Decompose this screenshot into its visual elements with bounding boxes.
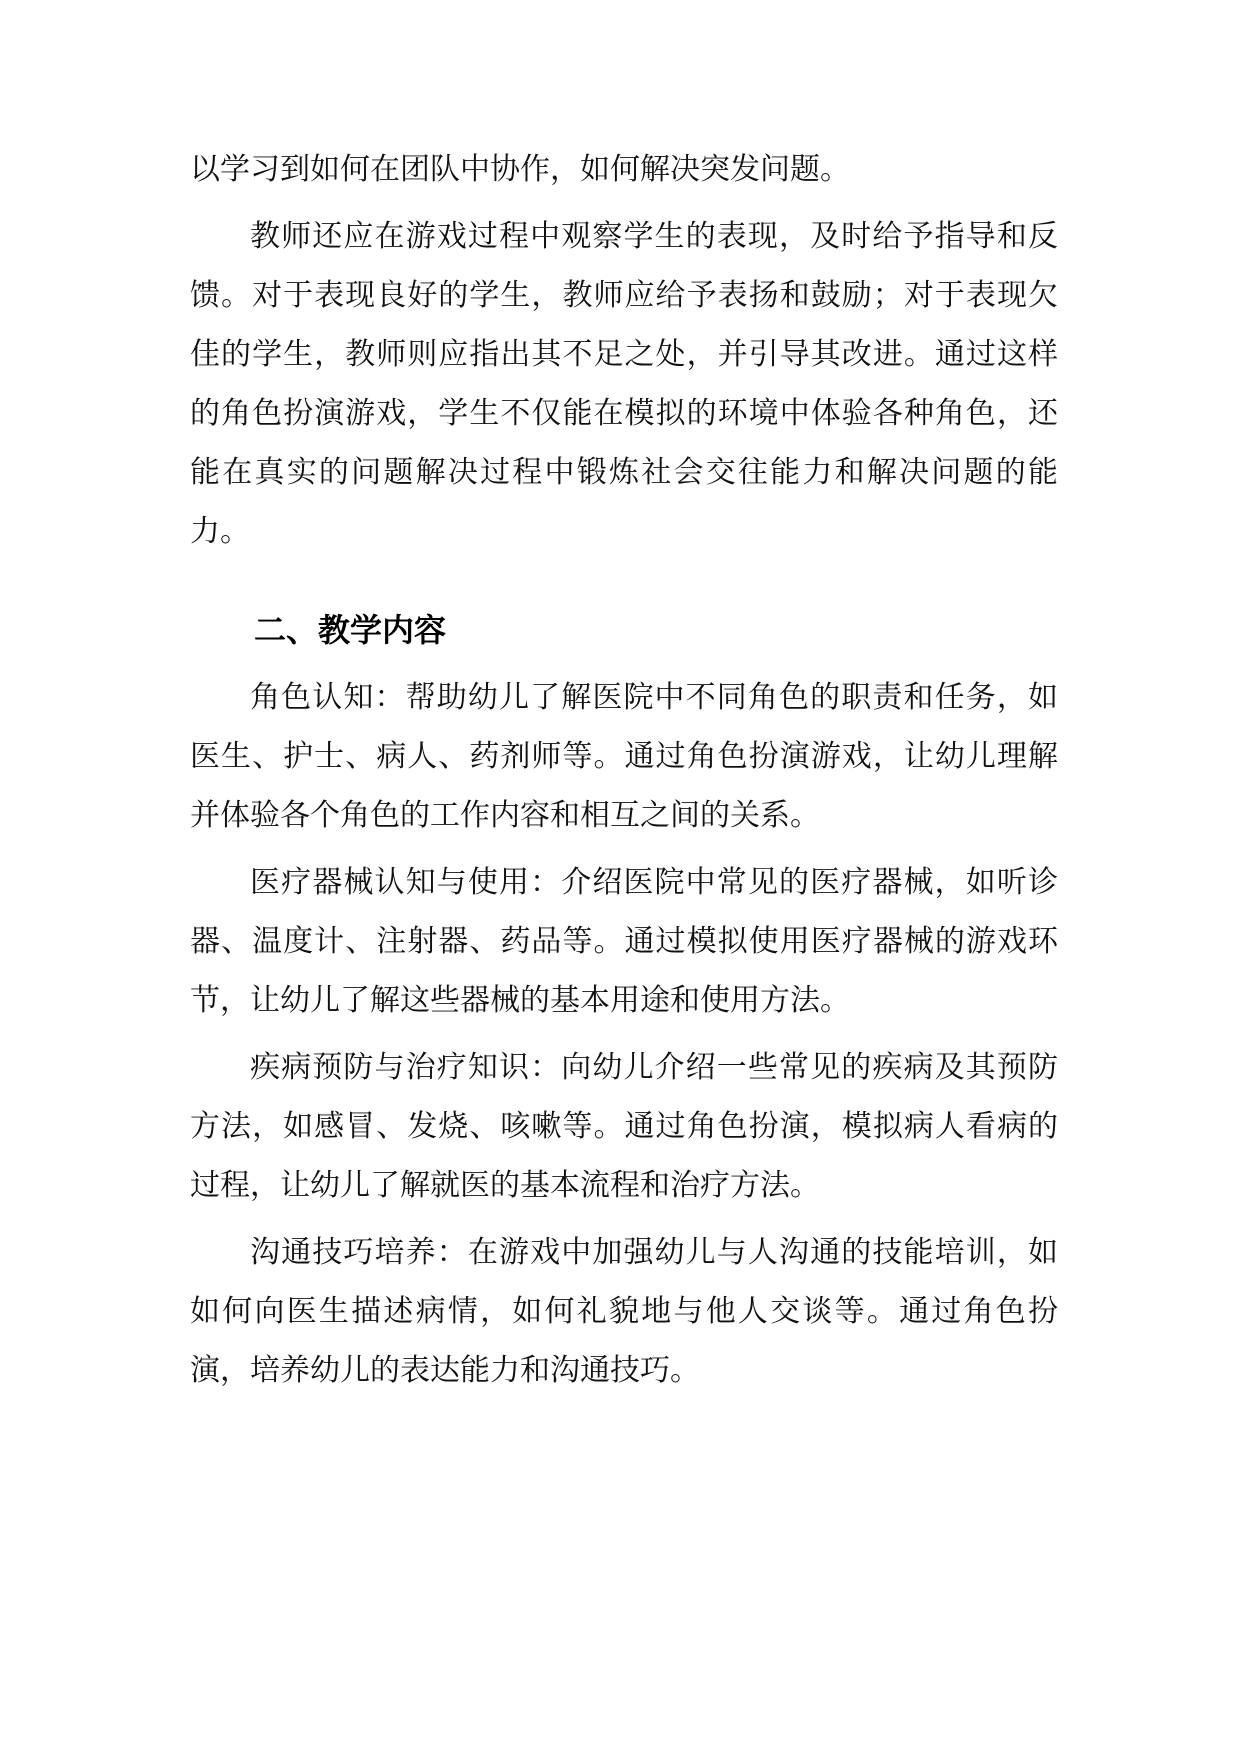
paragraph-continuation: 以学习到如何在团队中协作，如何解决突发问题。 — [190, 152, 850, 187]
paragraph-disease-prevention: 疾病预防与治疗知识：向幼儿介绍一些常见的疾病及其预防方法，如感冒、发烧、咳嗽等。通过角色扮演，模拟病人看病的过程，让幼儿了解就医的基本流程和治疗方法。 — [190, 1050, 1058, 1203]
paragraph-role-cognition: 角色认知：帮助幼儿了解医院中不同角色的职责和任务，如医生、护士、病人、药剂师等。通过角色扮演游戏，让幼儿理解并体验各个角色的工作内容和相互之间的关系。 — [190, 680, 1058, 833]
paragraph-medical-devices: 医疗器械认知与使用：介绍医院中常见的医疗器械，如听诊器、温度计、注射器、药品等。通过模拟使用医疗器械的游戏环节，让幼儿了解这些器械的基本用途和使用方法。 — [190, 865, 1058, 1018]
paragraph-communication-skills: 沟通技巧培养：在游戏中加强幼儿与人沟通的技能培训，如如何向医生描述病情，如何礼貌地与他人交谈等。通过角色扮演，培养幼儿的表达能力和沟通技巧。 — [190, 1235, 1058, 1388]
paragraph-teacher-feedback: 教师还应在游戏过程中观察学生的表现，及时给予指导和反馈。对于表现良好的学生，教师应给予表扬和鼓励；对于表现欠佳的学生，教师则应指出其不足之处，并引导其改进。通过这样的角色扮演游戏，学生不仅能在模拟的环境中体验各种角色，还能在真实的问题解决过程中锻炼社会交往能力和解决问题的能力。 — [190, 219, 1058, 549]
document-body — [190, 140, 1058, 1408]
section-heading: 二、教学内容 — [254, 611, 447, 649]
